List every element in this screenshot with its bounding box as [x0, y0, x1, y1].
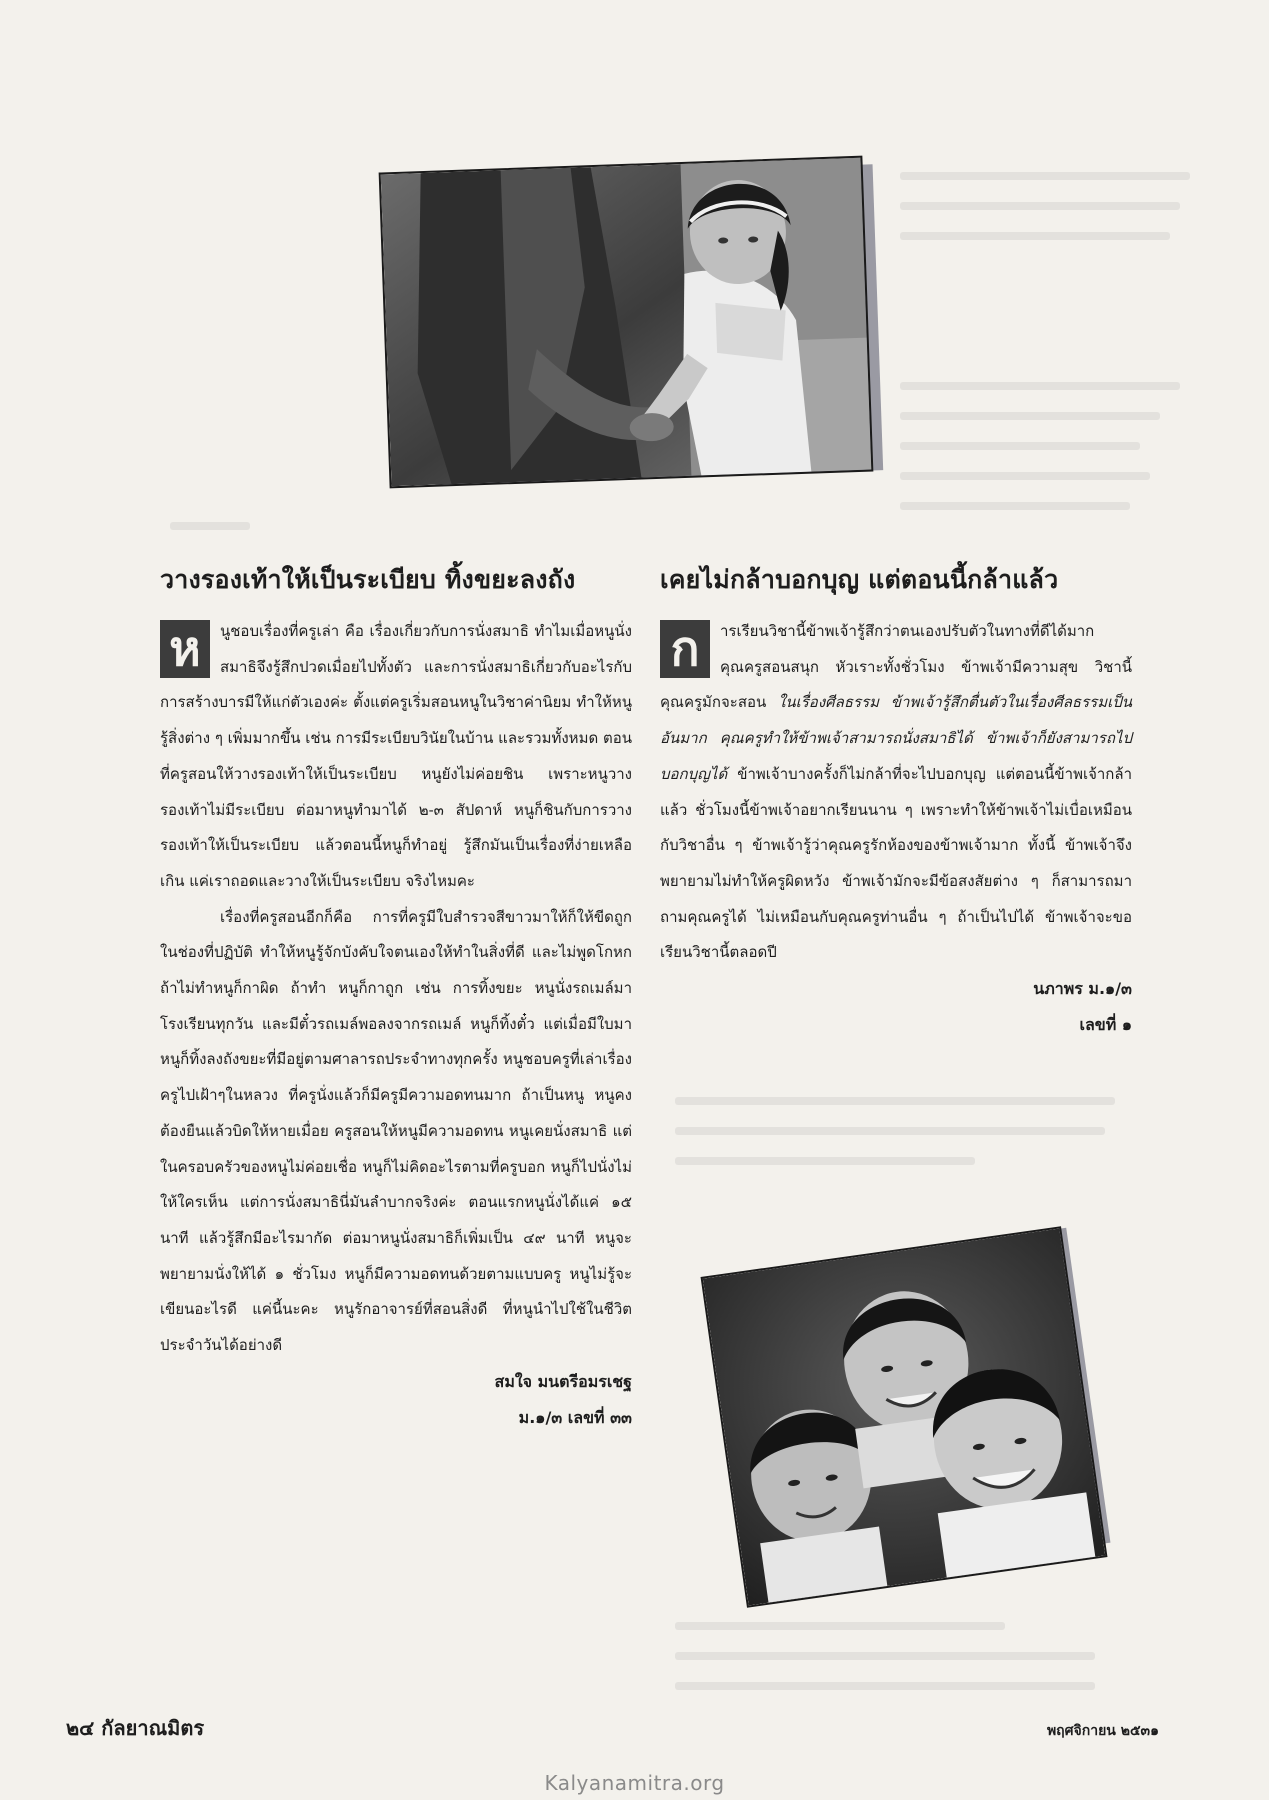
right-article-text-rest: ข้าพเจ้าบางครั้งก็ไม่กล้าที่จะไปบอกบุญ แต่ตอนนี้ข้าพเจ้ากล้าแล้ว ชั่วโมงนี้ข้าพเจ้าอยากเรียนนาน ๆ เพราะทำให้ข้าพเจ้าไม่เบื่อเหมือนกับวิชาอื่น ๆ ข้าพเจ้ารู้ว่าคุณครูรักห้องของข้าพเจ้ามาก ทั้งนี้ ข้าพเจ้าจึงพยายามไม่ทำให้ครูผิดหวัง ข้าพเจ้ามักจะมีข้อสงสัยต่าง ๆ ก็สามารถมาถามคุณครูได้ ไม่เหมือนกับคุณครูท่านอื่น ๆ ถ้าเป็นไปได้ ข้าพเจ้าจะขอเรียนวิชานี้ตลอดปี — [660, 764, 1132, 962]
left-article — [160, 560, 632, 1436]
right-article-dropcap: ก — [660, 620, 710, 678]
left-article-class: ม.๑/๓ เลขที่ ๓๓ — [518, 1407, 632, 1427]
bleed-through-text — [675, 1075, 1125, 1187]
right-article-number: เลขที่ ๑ — [1079, 1015, 1132, 1035]
left-article-paragraph-2: เรื่องที่ครูสอนอีกก็คือ การที่ครูมีใบสำรวจสีขาวมาให้ก็ให้ขีดถูกในช่องที่ปฏิบัติ ทำให้หนูรู้จักบังคับใจตนเองให้ทำในสิ่งที่ดี และไม่พูดโกหก ถ้าไม่ทำหนูก็กาผิด ถ้าทำ หนูก็กาถูก เช่น การทิ้งขยะ หนูนั่งรถเมล์มาโรงเรียนทุกวัน และมีตั๋วรถเมล์พอลงจากรถเมล์ หนูก็ทิ้งตั๋ว แต่เมื่อมีใบมาหนูก็ทิ้งลงถังขยะที่มีอยู่ตามศาลารถประจำทางทุกครั้ง หนูชอบครูที่เล่าเรื่องครูไปเฝ้าๆในหลวง ที่ครูนั่งแล้วก็มีครูมีความอดทนมาก ถ้าเป็นหนู หนูคงต้องยืนแล้วบิดให้หายเมื่อย ครูสอนให้หนูมีความอดทน หนูเคยนั่งสมาธิ แต่ในครอบครัวของหนูไม่ค่อยเชื่อ หนูก็ไม่คิดอะไรตามที่ครูบอก หนูก็ไปนั่งไม่ให้ใครเห็น แต่การนั่งสมาธินี่มันลำบากจริงค่ะ ตอนแรกหนูนั่งได้แค่ ๑๕ นาที แล้วรู้สึกมีอะไรมากัด ต่อมาหนูนั่งสมาธิก็เพิ่มเป็น ๔๙ นาที หนูจะพยายามนั่งให้ได้ ๑ ชั่วโมง หนูก็มีความอดทนด้วยตามแบบครู หนูไม่รู้จะเขียนอะไรดี แค่นี้นะคะ หนูรักอาจารย์ที่สอนสิ่งดี ที่หนูนำไปใช้ในชีวิตประจำวันได้อย่างดี — [160, 907, 632, 1355]
watermark: Kalyanamitra.org — [544, 1771, 725, 1795]
right-article-heading: เคยไม่กล้าบอกบุญ แต่ตอนนี้กล้าแล้ว — [660, 565, 1059, 594]
right-article — [660, 560, 1132, 1043]
photo-smiling-children — [701, 1226, 1108, 1607]
right-article-paragraph — [660, 614, 1132, 971]
left-article-heading: วางรองเท้าให้เป็นระเบียบ ทิ้งขยะลงถัง — [160, 565, 576, 594]
bleed-through-text — [900, 360, 1200, 532]
bleed-through-text — [900, 150, 1200, 262]
footer-page-number-and-title: ๒๔ กัลยาณมิตร — [66, 1716, 205, 1740]
right-article-italic-text: ในเรื่องศีลธรรม ข้าพเจ้ารู้สึกตื่นตัวในเรื่องศีลธรรมเป็นอันมาก คุณครูทำให้ข้าพเจ้าสามารถนั่งสมาธิได้ ข้าพเจ้าก็ยังสามารถไปบอกบุญได้ — [660, 693, 1132, 783]
bleed-through-text — [675, 1600, 1125, 1712]
left-article-paragraph-1: นูชอบเรื่องที่ครูเล่า คือ เรื่องเกี่ยวกับการนั่งสมาธิ ทำไมเมื่อหนูนั่งสมาธิจึงรู้สึกปวดเมื่อยไปทั้งตัว และการนั่งสมาธิเกี่ยวกับอะไรกับการสร้างบารมีให้แก่ตัวเองค่ะ ตั้งแต่ครูเริ่มสอนหนูในวิชาค่านิยม ทำให้หนูรู้สิ่งต่าง ๆ เพิ่มมากขึ้น เช่น การมีระเบียบวินัยในบ้าน และรวมทั้งหมด ตอนที่ครูสอนให้วางรองเท้าให้เป็นระเบียบ หนูยังไม่ค่อยชิน เพราะหนูวางรองเท้าไม่มีระเบียบ ต่อมาหนูทำมาได้ ๒-๓ สัปดาห์ หนูก็ชินกับการวางรองเท้าให้เป็นระเบียบ แล้วตอนนี้หนูก็ทำอยู่ รู้สึกมันเป็นเรื่องที่ง่ายเหลือเกิน แค่เราถอดและวางให้เป็นระเบียบ จริงไหมคะ — [160, 622, 632, 890]
photo-child-with-monk — [379, 156, 874, 489]
right-article-author: นภาพร ม.๑/๓ — [1033, 979, 1132, 999]
right-article-text: ารเรียนวิชานี้ข้าพเจ้ารู้สึกว่าตนเองปรับตัวในทางที่ดีได้มาก คุณครูสอนสนุก หัวเราะทั้งชั่วโมง ข้าพเจ้ามีความสุข วิชานี้คุณครูมักจะสอน — [660, 622, 1132, 712]
bleed-through-text — [170, 500, 260, 552]
left-article-author: สมใจ มนตรีอมรเชฐ — [494, 1371, 632, 1391]
left-article-dropcap: ห — [160, 620, 210, 678]
footer-date: พฤศจิกายน ๒๕๓๑ — [1046, 1723, 1159, 1739]
